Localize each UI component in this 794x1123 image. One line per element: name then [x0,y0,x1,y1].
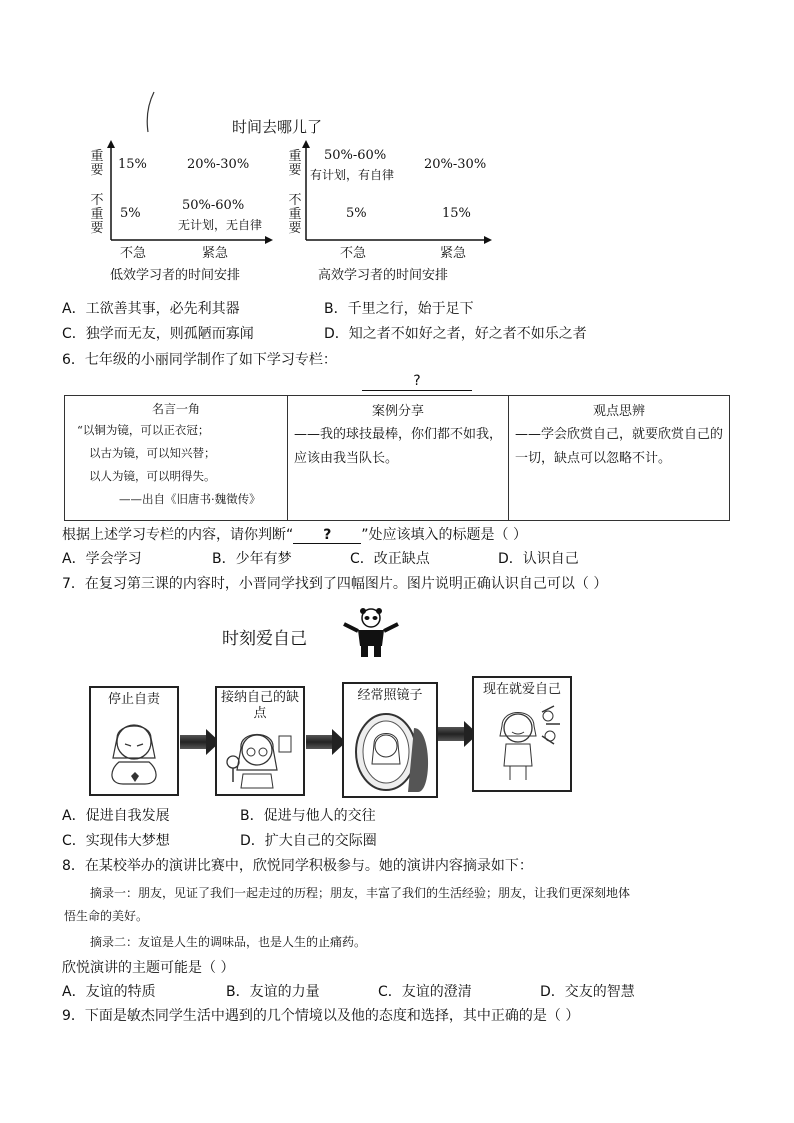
arrow-2 [306,735,334,749]
panel-mirror [342,682,438,798]
panda-figure-icon [340,608,402,660]
q6-quote-line-4: ——出自《旧唐书·魏徵传》 [119,492,261,506]
right-x-right: 紧急 [440,246,467,261]
arrow-3 [438,727,466,741]
q5-option-b: B．千里之行，始于足下 [324,301,474,317]
q8-option-d: D．交友的智慧 [540,984,635,1000]
q6-quote-line-2: 以古为镜，可以知兴替； [89,446,216,460]
q6-question-post: ”处应该填入的标题是（ ） [361,527,527,543]
q6-stem: 6．七年级的小丽同学制作了如下学习专栏： [62,352,337,368]
right-tl-value: 50%-60% [324,148,387,163]
q9-stem: 9．下面是敏杰同学生活中遇到的几个情境以及他的态度和选择，其中正确的是（ ） [62,1008,580,1024]
girl-with-magnifier-icon [223,726,297,790]
q5-option-c: C．独学而无友，则孤陋而寡闻 [62,326,254,342]
right-tr-value: 20%-30% [424,157,487,172]
q6-question-pre: 根据上述学习专栏的内容，请你判断“ [62,527,294,543]
q6-option-d: D．认识自己 [498,551,579,567]
right-y-top: 重要 [288,149,302,178]
left-x-right: 紧急 [202,246,229,261]
right-x-left: 不急 [340,246,367,261]
left-br-value: 50%-60% [182,198,245,213]
q8-stem: 8．在某校举办的演讲比赛中，欣悦同学积极参与。她的演讲内容摘录如下： [62,858,533,874]
panel-stop-blaming [89,686,179,796]
q8-excerpt1-line1: 摘录一：朋友，见证了我们一起走过的历程；朋友，丰富了我们的生活经验；朋友，让我们更深刻地体 [90,886,631,900]
panel-love-now [472,676,572,792]
q6-question-blank [293,527,361,544]
left-x-left: 不急 [120,246,147,261]
q6-table-title-mark: ? [413,373,421,389]
left-tr-value: 20%-30% [187,157,250,172]
right-caption: 高效学习者的时间安排 [318,268,449,283]
left-y-top: 重要 [90,149,104,178]
right-y-bottom: 不重要 [288,193,302,236]
q6-col1-head: 名言一角 [151,402,200,416]
q6-col-case [288,396,509,521]
left-y-bottom: 不重要 [90,193,104,236]
right-bl-value: 5% [346,206,367,221]
q6-table-title [362,372,472,391]
panel-3-title: 经常照镜子 [357,688,423,703]
q6-option-a: A．学会学习 [62,551,142,567]
happy-girl-icon [484,702,562,784]
q6-study-table [64,395,730,521]
q6-question [62,525,527,545]
panel-1-title: 停止自责 [107,692,160,707]
q7-option-c: C．实现伟大梦想 [62,833,170,849]
chart-title: 时间去哪儿了 [232,118,323,136]
q7-option-b: B．促进与他人的交往 [240,808,376,824]
q7-stem: 7．在复习第三课的内容时，小晋同学找到了四幅图片。图片说明正确认识自己可以（ ） [62,576,608,592]
q6-option-b: B．少年有梦 [212,551,292,567]
right-tl-note: 有计划，有自律 [310,168,395,182]
q6-col-quotes [65,396,288,521]
mirror-girl-icon [348,708,432,792]
left-bl-value: 5% [120,206,141,221]
panel-4-title: 现在就爱自己 [482,682,561,697]
q6-option-c: C．改正缺点 [350,551,430,567]
q8-question: 欣悦演讲的主题可能是（ ） [62,960,235,976]
q5-option-d: D．知之者不如好之者，好之者不如乐之者 [324,326,587,342]
left-tl-value: 15% [118,157,147,172]
panel-accept-flaws [215,686,305,796]
q6-question-blank-mark: ? [323,527,332,543]
q6-col-view [509,396,730,521]
q6-col2-head: 案例分享 [371,404,424,419]
q8-excerpt1-line2: 悟生命的美好。 [64,909,149,923]
q8-option-c: C．友谊的澄清 [378,984,472,1000]
q6-col3-body: ——学会欣赏自己，就要欣赏自己的一切，缺点可以忽略不计。 [515,427,724,466]
q6-col2-body: ——我的球技最棒，你们都不如我，应该由我当队长。 [294,427,503,466]
q6-col3-head: 观点思辨 [592,404,645,419]
left-caption: 低效学习者的时间安排 [110,268,241,283]
q8-option-a: A．友谊的特质 [62,984,156,1000]
q7-option-a: A．促进自我发展 [62,808,170,824]
q6-quote-line-1: “以铜为镜，可以正衣冠； [77,423,210,437]
crying-girl-icon [99,714,169,788]
q7-option-d: D．扩大自己的交际圈 [240,833,377,849]
left-br-note: 无计划，无自律 [178,218,263,232]
q8-excerpt2: 摘录二：友谊是人生的调味品，也是人生的止痛药。 [90,935,367,949]
right-br-value: 15% [442,206,471,221]
q7-title: 时刻爱自己 [222,629,307,649]
q6-quote-line-3: 以人为镜，可以明得失。 [89,469,216,483]
pen-mark [140,90,160,135]
q8-option-b: B．友谊的力量 [226,984,320,1000]
panel-2-title: 接纳自己的缺点 [221,690,300,721]
q5-option-a: A．工欲善其事，必先利其器 [62,301,240,317]
arrow-1 [180,735,208,749]
